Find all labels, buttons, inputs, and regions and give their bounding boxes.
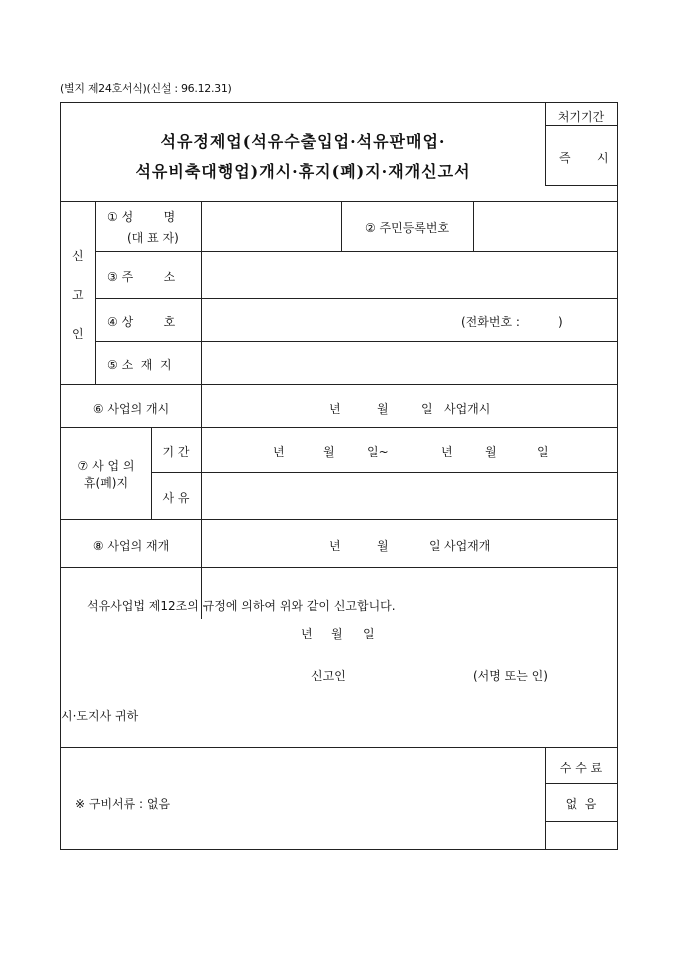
representative-label: (대 표 자) — [127, 231, 179, 245]
row-divider-business-start — [61, 427, 617, 428]
applicant-label-char-2: 고 — [72, 288, 84, 302]
row-divider-applicant-end — [61, 384, 617, 385]
business-start-year: 년 — [329, 402, 341, 416]
declaration-date-year: 년 — [301, 627, 313, 641]
resident-number-label: ② 주민등록번호 — [364, 221, 450, 235]
period-month-start: 월 — [323, 445, 335, 459]
form-title-line1: 석유정제업(석유수출입업·석유판매업· — [160, 132, 446, 151]
business-start-day: 일 — [421, 402, 433, 416]
period-label: 기 간 — [162, 445, 190, 459]
form-caption: (별지 제24호서식)(신설 : 96.12.31) — [60, 82, 232, 95]
report-form — [60, 102, 618, 850]
processing-period-label: 처기기간 — [557, 110, 605, 124]
suspension-label-line1: ⑦ 사 업 의 — [77, 459, 135, 473]
fee-label: 수 수 료 — [559, 761, 603, 775]
business-resume-suffix: 사업재개 — [444, 539, 491, 553]
header-divider — [61, 201, 617, 202]
applicant-label-char-3: 인 — [72, 327, 84, 341]
business-start-label: ⑥ 사업의 개시 — [92, 402, 170, 416]
applicant-label-column-border — [95, 201, 96, 384]
business-resume-label: ⑧ 사업의 재개 — [92, 539, 170, 553]
period-month-end: 월 — [485, 445, 497, 459]
row-divider-name — [95, 251, 617, 252]
suspension-label-line2: 휴(폐)지 — [83, 476, 129, 490]
period-year-end: 년 — [441, 445, 453, 459]
period-day-start: 일~ — [367, 445, 389, 459]
phone-number-label: (전화번호 : ) — [461, 315, 563, 329]
reason-label: 사 유 — [162, 491, 190, 505]
row-divider-suspension-end — [61, 519, 617, 520]
processing-box-divider — [545, 125, 617, 126]
row-divider-trade — [95, 341, 617, 342]
location-label: ⑤ 소 재 지 — [107, 358, 172, 372]
form-title-line2: 석유비축대행업)개시·휴지(폐)지·재개신고서 — [135, 162, 471, 181]
processing-value-right: 시 — [597, 151, 609, 165]
fee-box-bottom-divider — [545, 821, 617, 822]
business-resume-month: 월 — [377, 539, 389, 553]
business-start-month: 월 — [377, 402, 389, 416]
name-label: ① 성 명 — [107, 210, 176, 224]
resident-label-right-border — [473, 201, 474, 251]
declaration-applicant-label: 신고인 — [311, 669, 346, 683]
label-column-border — [201, 201, 202, 619]
fee-box-divider — [545, 783, 617, 784]
period-day-end: 일 — [537, 445, 549, 459]
addressee: 시·도지사 귀하 — [61, 709, 139, 723]
footer-divider — [61, 747, 617, 748]
declaration-statement: 석유사업법 제12조의 규정에 의하여 위와 같이 신고합니다. — [87, 599, 396, 613]
applicant-label-char-1: 신 — [72, 249, 84, 263]
row-divider-business-resume — [61, 567, 617, 568]
declaration-date-month: 월 — [331, 627, 343, 641]
required-documents: ※ 구비서류 : 없음 — [75, 797, 171, 811]
business-resume-day: 일 — [429, 539, 441, 553]
period-year-start: 년 — [273, 445, 285, 459]
processing-value-left: 즉 — [559, 151, 571, 165]
declaration-date-day: 일 — [363, 627, 375, 641]
business-start-suffix: 사업개시 — [444, 402, 491, 416]
signature-hint: (서명 또는 인) — [473, 669, 548, 683]
row-divider-suspension — [151, 472, 617, 473]
row-divider-address — [95, 298, 617, 299]
fee-value: 없 음 — [565, 797, 597, 811]
trade-name-label: ④ 상 호 — [107, 315, 176, 329]
processing-box-bottom-border — [545, 185, 617, 186]
address-label: ③ 주 소 — [107, 270, 176, 284]
business-resume-year: 년 — [329, 539, 341, 553]
